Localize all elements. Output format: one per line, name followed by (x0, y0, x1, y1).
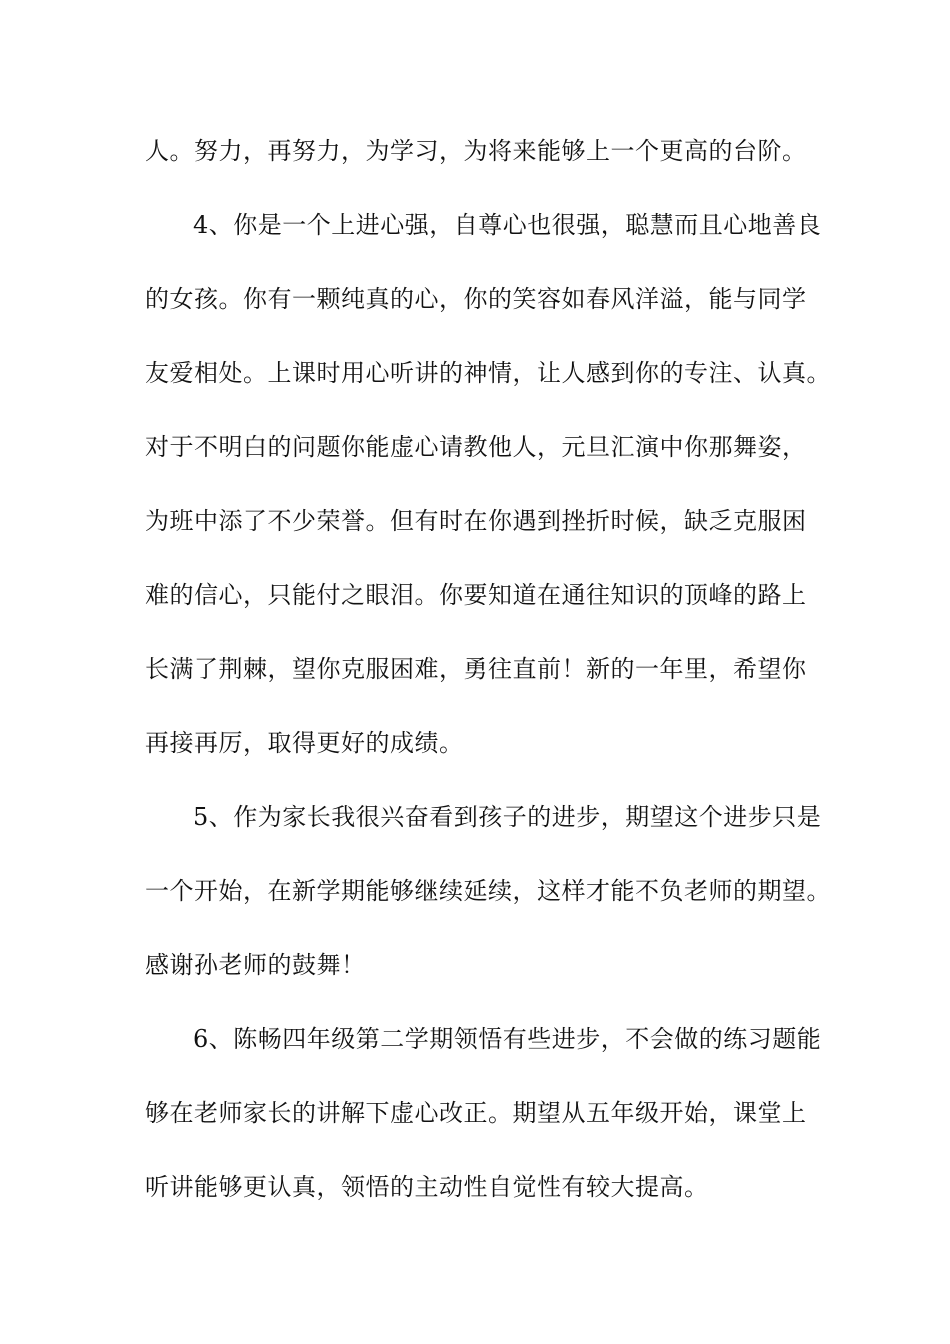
text-line: 人。努力，再努力，为学习，为将来能够上一个更高的台阶。 (145, 137, 807, 165)
text-line: 友爱相处。上课时用心听讲的神情，让人感到你的专注、认真。 (145, 359, 831, 387)
text-line: 为班中添了不少荣誉。但有时在你遇到挫折时候，缺乏克服困 (145, 507, 807, 535)
text-line: 够在老师家长的讲解下虚心改正。期望从五年级开始，课堂上 (145, 1099, 807, 1127)
paragraph-5-first-line: 5、作为家长我很兴奋看到孩子的进步，期望这个进步只是 (193, 803, 822, 831)
paragraph-6-first-line: 6、陈畅四年级第二学期领悟有些进步，不会做的练习题能 (193, 1025, 822, 1053)
paragraph-4-first-line: 4、你是一个上进心强，自尊心也很强，聪慧而且心地善良 (193, 211, 822, 239)
text-line: 感谢孙老师的鼓舞！ (145, 951, 366, 979)
text-line: 再接再厉，取得更好的成绩。 (145, 729, 464, 757)
text-line: 长满了荆棘，望你克服困难，勇往直前！新的一年里，希望你 (145, 655, 807, 683)
text-line: 听讲能够更认真，领悟的主动性自觉性有较大提高。 (145, 1173, 709, 1201)
text-line: 一个开始，在新学期能够继续延续，这样才能不负老师的期望。 (145, 877, 831, 905)
text-line: 难的信心，只能付之眼泪。你要知道在通往知识的顶峰的路上 (145, 581, 807, 609)
text-line: 对于不明白的问题你能虚心请教他人，元旦汇演中你那舞姿， (145, 433, 807, 461)
text-line: 的女孩。你有一颗纯真的心，你的笑容如春风洋溢，能与同学 (145, 285, 807, 313)
